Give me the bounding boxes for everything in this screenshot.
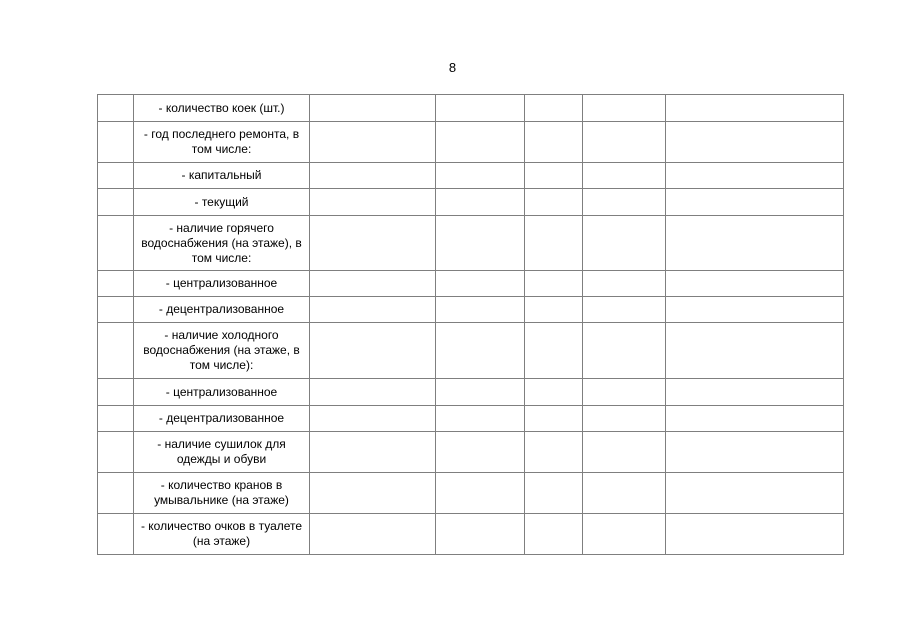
value-cell <box>436 432 525 473</box>
value-cell <box>436 406 525 432</box>
value-cell <box>525 297 583 323</box>
value-cell <box>436 473 525 514</box>
value-cell <box>436 514 525 555</box>
number-cell <box>98 473 134 514</box>
value-cell <box>310 514 436 555</box>
value-cell <box>310 323 436 379</box>
value-cell <box>436 323 525 379</box>
number-cell <box>98 297 134 323</box>
table-row <box>98 323 844 379</box>
number-cell <box>98 122 134 163</box>
row-label: - текущий <box>134 189 310 216</box>
value-cell <box>583 379 666 406</box>
value-cell <box>310 189 436 216</box>
value-cell <box>525 406 583 432</box>
value-cell <box>583 406 666 432</box>
value-cell <box>666 95 844 122</box>
table-row <box>98 379 844 406</box>
page-number: 8 <box>448 60 457 75</box>
value-cell <box>525 189 583 216</box>
value-cell <box>666 379 844 406</box>
table-row <box>98 216 844 271</box>
number-cell <box>98 216 134 271</box>
value-cell <box>583 323 666 379</box>
row-label: - наличие холодного водоснабжения (на этаже, в том числе): <box>134 323 310 379</box>
value-cell <box>436 189 525 216</box>
value-cell <box>525 323 583 379</box>
row-label: - централизованное <box>134 271 310 297</box>
value-cell <box>436 163 525 189</box>
table-row <box>98 122 844 163</box>
value-cell <box>666 271 844 297</box>
row-label: - количество коек (шт.) <box>134 95 310 122</box>
value-cell <box>583 122 666 163</box>
value-cell <box>525 271 583 297</box>
value-cell <box>583 216 666 271</box>
value-cell <box>666 323 844 379</box>
value-cell <box>583 297 666 323</box>
number-cell <box>98 163 134 189</box>
value-cell <box>436 379 525 406</box>
number-cell <box>98 406 134 432</box>
row-label: - количество очков в туалете (на этаже) <box>134 514 310 555</box>
value-cell <box>310 297 436 323</box>
row-label: - наличие сушилок для одежды и обуви <box>134 432 310 473</box>
value-cell <box>436 216 525 271</box>
value-cell <box>310 432 436 473</box>
value-cell <box>310 95 436 122</box>
table-row <box>98 163 844 189</box>
value-cell <box>583 95 666 122</box>
number-cell <box>98 379 134 406</box>
number-cell <box>98 189 134 216</box>
value-cell <box>310 379 436 406</box>
number-cell <box>98 323 134 379</box>
value-cell <box>310 216 436 271</box>
value-cell <box>583 432 666 473</box>
value-cell <box>666 163 844 189</box>
row-label: - децентрализованное <box>134 406 310 432</box>
value-cell <box>583 163 666 189</box>
value-cell <box>436 95 525 122</box>
number-cell <box>98 271 134 297</box>
row-label: - централизованное <box>134 379 310 406</box>
value-cell <box>436 271 525 297</box>
value-cell <box>436 297 525 323</box>
value-cell <box>310 406 436 432</box>
value-cell <box>666 216 844 271</box>
value-cell <box>525 95 583 122</box>
value-cell <box>583 473 666 514</box>
value-cell <box>666 122 844 163</box>
value-cell <box>666 406 844 432</box>
table-row <box>98 432 844 473</box>
table-row <box>98 95 844 122</box>
row-label: - капитальный <box>134 163 310 189</box>
value-cell <box>583 271 666 297</box>
table-row <box>98 406 844 432</box>
form-table <box>97 94 844 555</box>
number-cell <box>98 432 134 473</box>
table-row <box>98 473 844 514</box>
number-cell <box>98 95 134 122</box>
value-cell <box>525 379 583 406</box>
table-row <box>98 271 844 297</box>
value-cell <box>525 473 583 514</box>
value-cell <box>666 189 844 216</box>
value-cell <box>666 297 844 323</box>
row-label: - децентрализованное <box>134 297 310 323</box>
value-cell <box>525 514 583 555</box>
value-cell <box>310 163 436 189</box>
value-cell <box>525 122 583 163</box>
value-cell <box>525 432 583 473</box>
value-cell <box>666 432 844 473</box>
value-cell <box>525 216 583 271</box>
value-cell <box>310 473 436 514</box>
value-cell <box>310 271 436 297</box>
value-cell <box>583 514 666 555</box>
value-cell <box>583 189 666 216</box>
value-cell <box>525 163 583 189</box>
table-row <box>98 514 844 555</box>
row-label: - наличие горячего водоснабжения (на этаже), в том числе: <box>134 216 310 271</box>
row-label: - количество кранов в умывальнике (на этаже) <box>134 473 310 514</box>
table-row <box>98 297 844 323</box>
number-cell <box>98 514 134 555</box>
value-cell <box>310 122 436 163</box>
value-cell <box>436 122 525 163</box>
row-label: - год последнего ремонта, в том числе: <box>134 122 310 163</box>
value-cell <box>666 473 844 514</box>
value-cell <box>666 514 844 555</box>
table-row <box>98 189 844 216</box>
